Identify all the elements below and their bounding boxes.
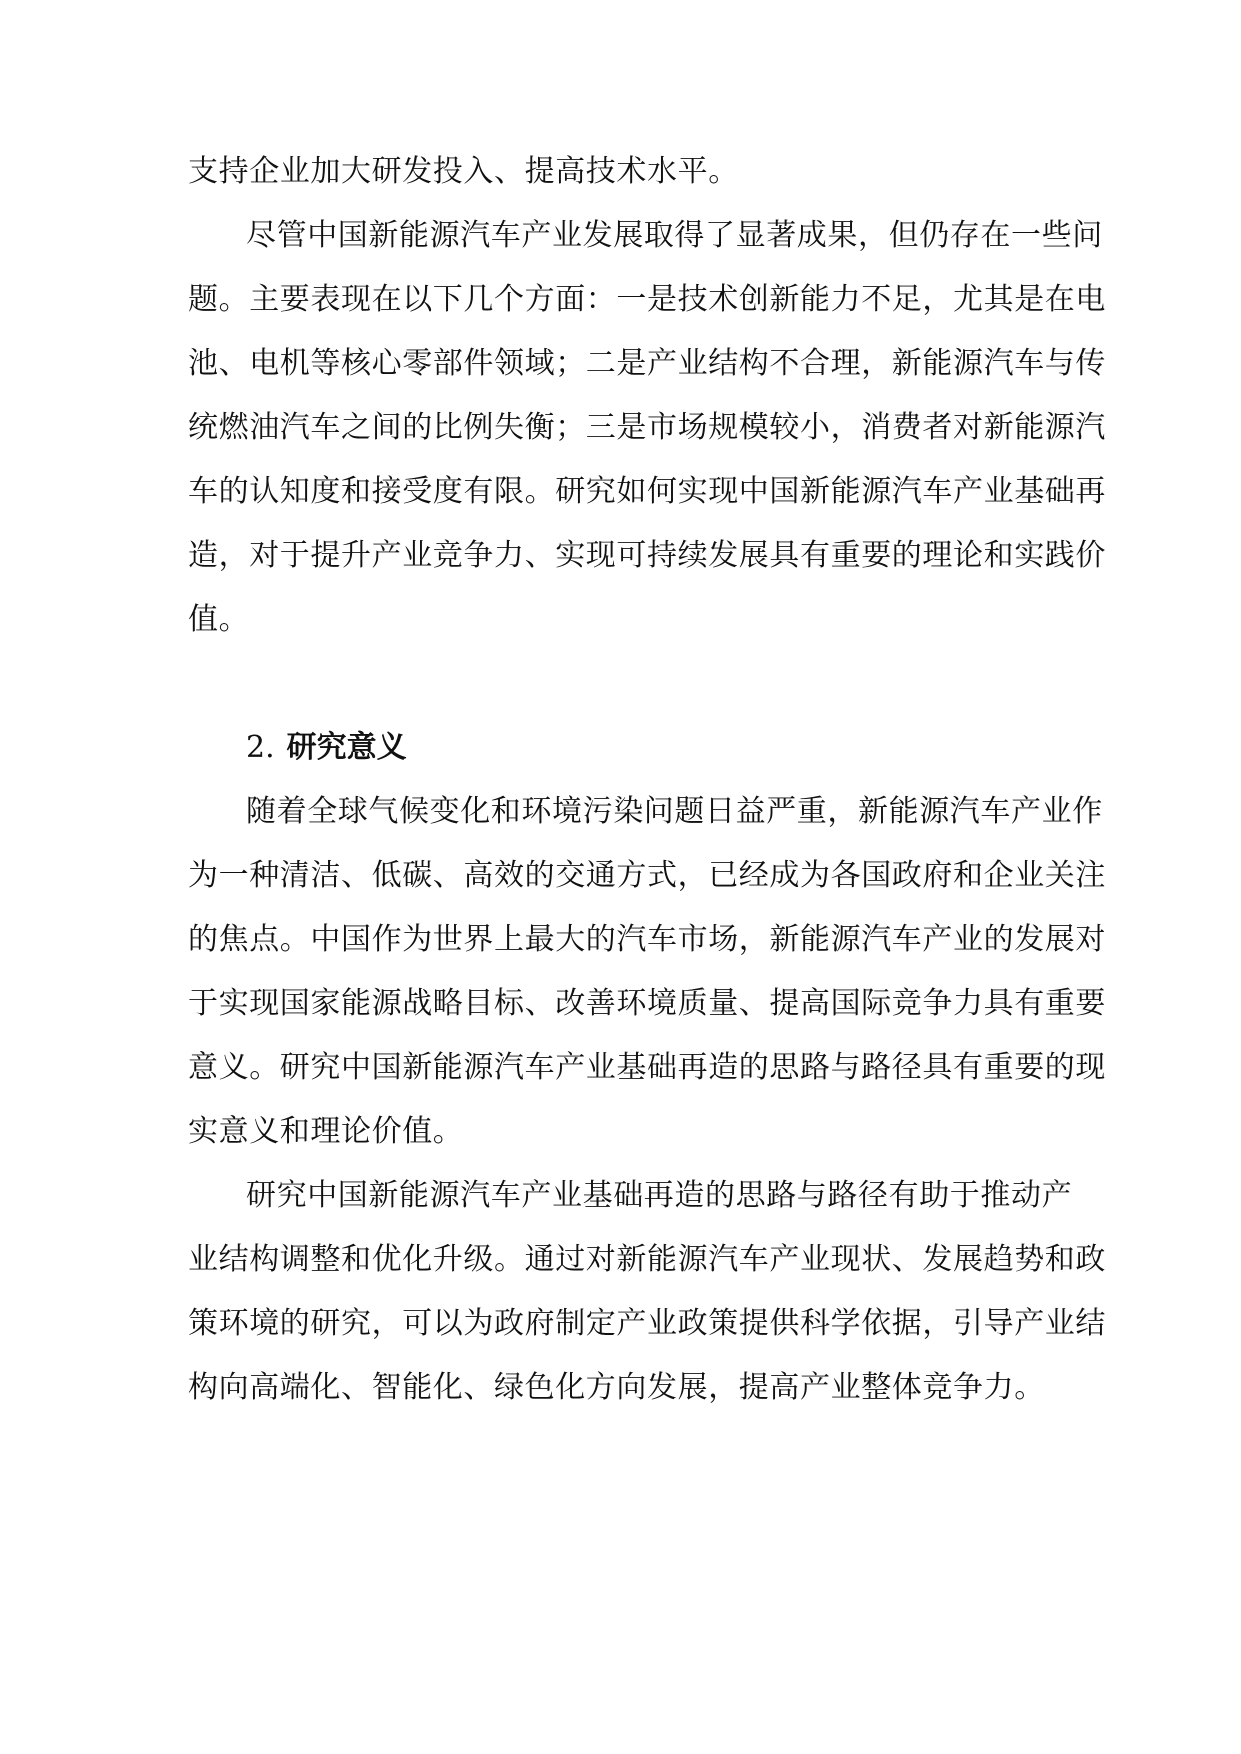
text-line: 为一种清洁、低碳、高效的交通方式，已经成为各国政府和企业关注	[188, 858, 1106, 893]
section-number: 2.	[246, 730, 275, 765]
text-line: 车的认知度和接受度有限。研究如何实现中国新能源汽车产业基础再	[188, 474, 1106, 509]
text-line: 策环境的研究，可以为政府制定产业政策提供科学依据，引导产业结	[188, 1306, 1106, 1341]
section-heading	[188, 716, 1052, 780]
text-line: 题。主要表现在以下几个方面：一是技术创新能力不足，尤其是在电	[188, 282, 1106, 317]
text-line: 实意义和理论价值。	[188, 1114, 464, 1149]
text-line: 池、电机等核心零部件领域；二是产业结构不合理，新能源汽车与传	[188, 346, 1106, 381]
text-line: 研究中国新能源汽车产业基础再造的思路与路径有助于推动产	[246, 1178, 1073, 1213]
text-line: 尽管中国新能源汽车产业发展取得了显著成果，但仍存在一些问	[246, 218, 1103, 253]
text-line: 意义。研究中国新能源汽车产业基础再造的思路与路径具有重要的现	[188, 1050, 1106, 1085]
text-line: 值。	[188, 602, 250, 637]
problems-paragraph	[188, 204, 1106, 652]
text-line: 统燃油汽车之间的比例失衡；三是市场规模较小，消费者对新能源汽	[188, 410, 1106, 445]
text-line: 的焦点。中国作为世界上最大的汽车市场，新能源汽车产业的发展对	[188, 922, 1106, 957]
text-line: 业结构调整和优化升级。通过对新能源汽车产业现状、发展趋势和政	[188, 1242, 1106, 1277]
significance-paragraph	[188, 780, 1106, 1164]
structure-paragraph	[188, 1164, 1106, 1420]
text-line: 随着全球气候变化和环境污染问题日益严重，新能源汽车产业作	[246, 794, 1103, 829]
paragraph-spacer	[188, 652, 1052, 716]
text-line: 造，对于提升产业竞争力、实现可持续发展具有重要的理论和实践价	[188, 538, 1106, 573]
text-line: 构向高端化、智能化、绿色化方向发展，提高产业整体竞争力。	[188, 1370, 1045, 1405]
text-line: 于实现国家能源战略目标、改善环境质量、提高国际竞争力具有重要	[188, 986, 1106, 1021]
carryover-paragraph	[188, 140, 1052, 204]
text-line: 支持企业加大研发投入、提高技术水平。	[188, 154, 739, 189]
document-page	[188, 140, 1106, 1420]
section-title: 研究意义	[286, 730, 407, 765]
